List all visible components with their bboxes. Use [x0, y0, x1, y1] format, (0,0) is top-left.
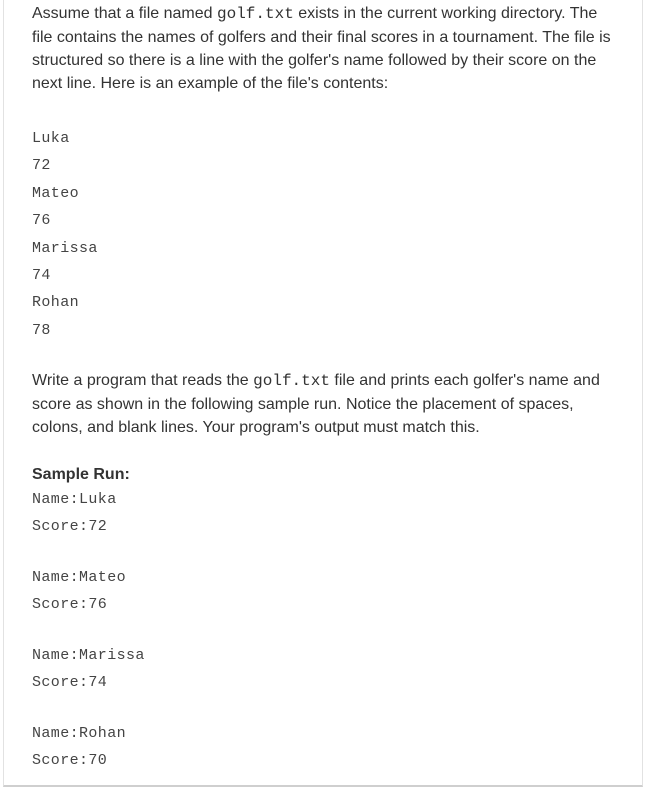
sample-score-line: Score:74 [32, 674, 108, 692]
question-content [32, 2, 622, 774]
sample-score-line: Score:76 [32, 596, 108, 614]
sample-score-line: Score:72 [32, 518, 108, 536]
file-line: Rohan [32, 294, 80, 312]
sample-name-line: Name:Mateo [32, 569, 127, 587]
sample-run-entry [32, 564, 622, 618]
task-text-2: file and prints each golfer's name and score as shown in the following sample run. Notice the placement of spaces, colons, and blank lines. Your program's output must match this. [32, 372, 600, 437]
sample-name-line: Name:Luka [32, 491, 117, 509]
question-panel [3, 0, 643, 787]
sample-run-output [32, 486, 622, 774]
sample-name-line: Name:Rohan [32, 725, 127, 743]
sample-run-entry [32, 486, 622, 540]
sample-score-line: Score:70 [32, 752, 108, 770]
file-line: Mateo [32, 184, 80, 202]
task-filename: golf.txt [253, 372, 330, 391]
intro-text-2: exists in the current working directory. The file contains the names of golfers and their final scores in a tournament. The file is structured so there is a line with the golfer's name followed by their score on the next line. Here is an example of the file's contents: [32, 5, 611, 92]
intro-filename: golf.txt [216, 5, 294, 23]
file-line: Luka [32, 130, 70, 147]
file-line: 76 [32, 212, 51, 230]
sample-run-heading: Sample Run: [32, 466, 130, 484]
file-line: 74 [32, 266, 51, 284]
sample-name-line: Name:Marissa [32, 647, 145, 665]
file-contents-example [32, 125, 622, 344]
sample-run-entry [32, 720, 622, 774]
file-line: 78 [32, 321, 51, 339]
task-text-1: Write a program that reads the [32, 372, 254, 390]
intro-paragraph [32, 2, 622, 95]
sample-run-entry [32, 642, 622, 696]
file-line: 72 [32, 157, 51, 175]
intro-text-1: Assume that a file named [32, 5, 217, 22]
file-line: Marissa [32, 239, 98, 257]
task-paragraph [32, 369, 622, 439]
